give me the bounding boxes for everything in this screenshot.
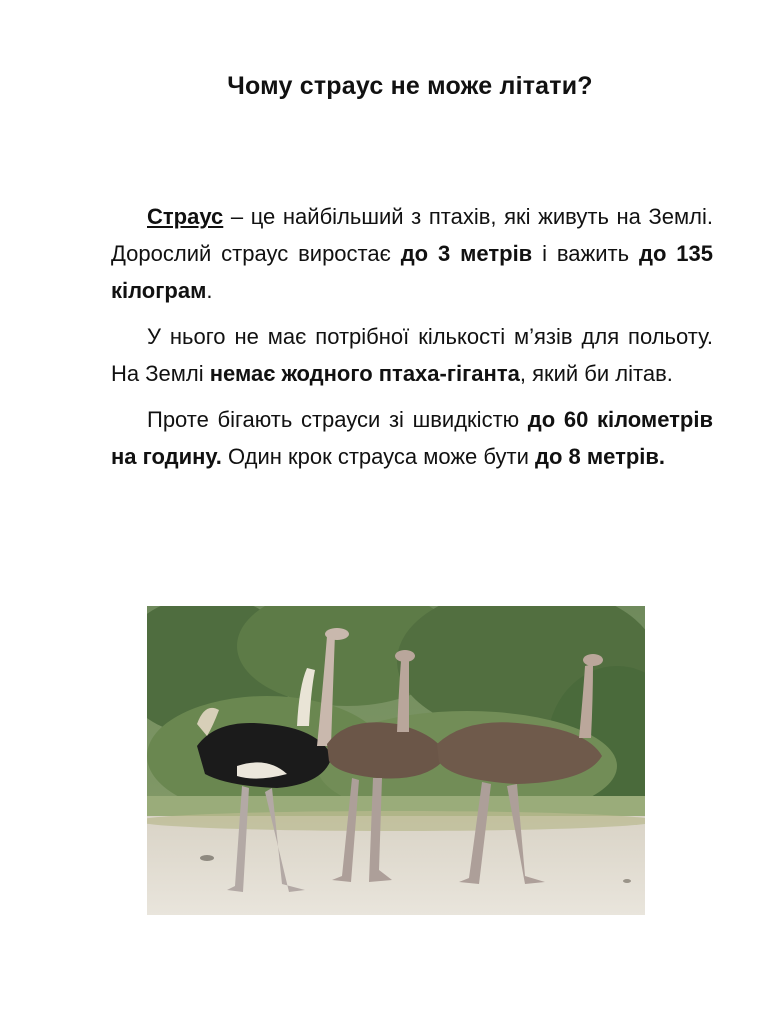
paragraph-1 [111,198,713,309]
p3-text-1: Проте бігають страуси зі швидкістю [147,407,528,432]
p2-bold: немає жодного птаха-гіганта [209,361,520,386]
document-body [111,198,713,484]
p1-text-1: – це найбільший з птахів, які живуть на Землі. Дорослий страус виростає [111,204,713,266]
p1-text-2: і важить [532,241,639,266]
term-ostrich: Страус [147,204,224,229]
ostrich-photo [147,606,645,915]
paragraph-3 [111,401,713,475]
paragraph-2 [111,318,713,392]
p1-text-3: . [206,278,213,303]
p1-bold-weight: до 135 кілограм [111,241,713,303]
p3-bold-step: до 8 метрів. [535,444,666,469]
p3-text-2: Один крок страуса може бути [221,444,535,469]
p1-bold-height: до 3 метрів [400,241,533,266]
p3-bold-speed: до 60 кілометрів на годину. [111,407,713,469]
p2-text-1: У нього не має потрібної кількості м’язів для польоту. На Землі [111,324,713,386]
page-title: Чому страус не може літати? [227,72,593,100]
p2-text-2: , який би літав. [519,361,673,386]
